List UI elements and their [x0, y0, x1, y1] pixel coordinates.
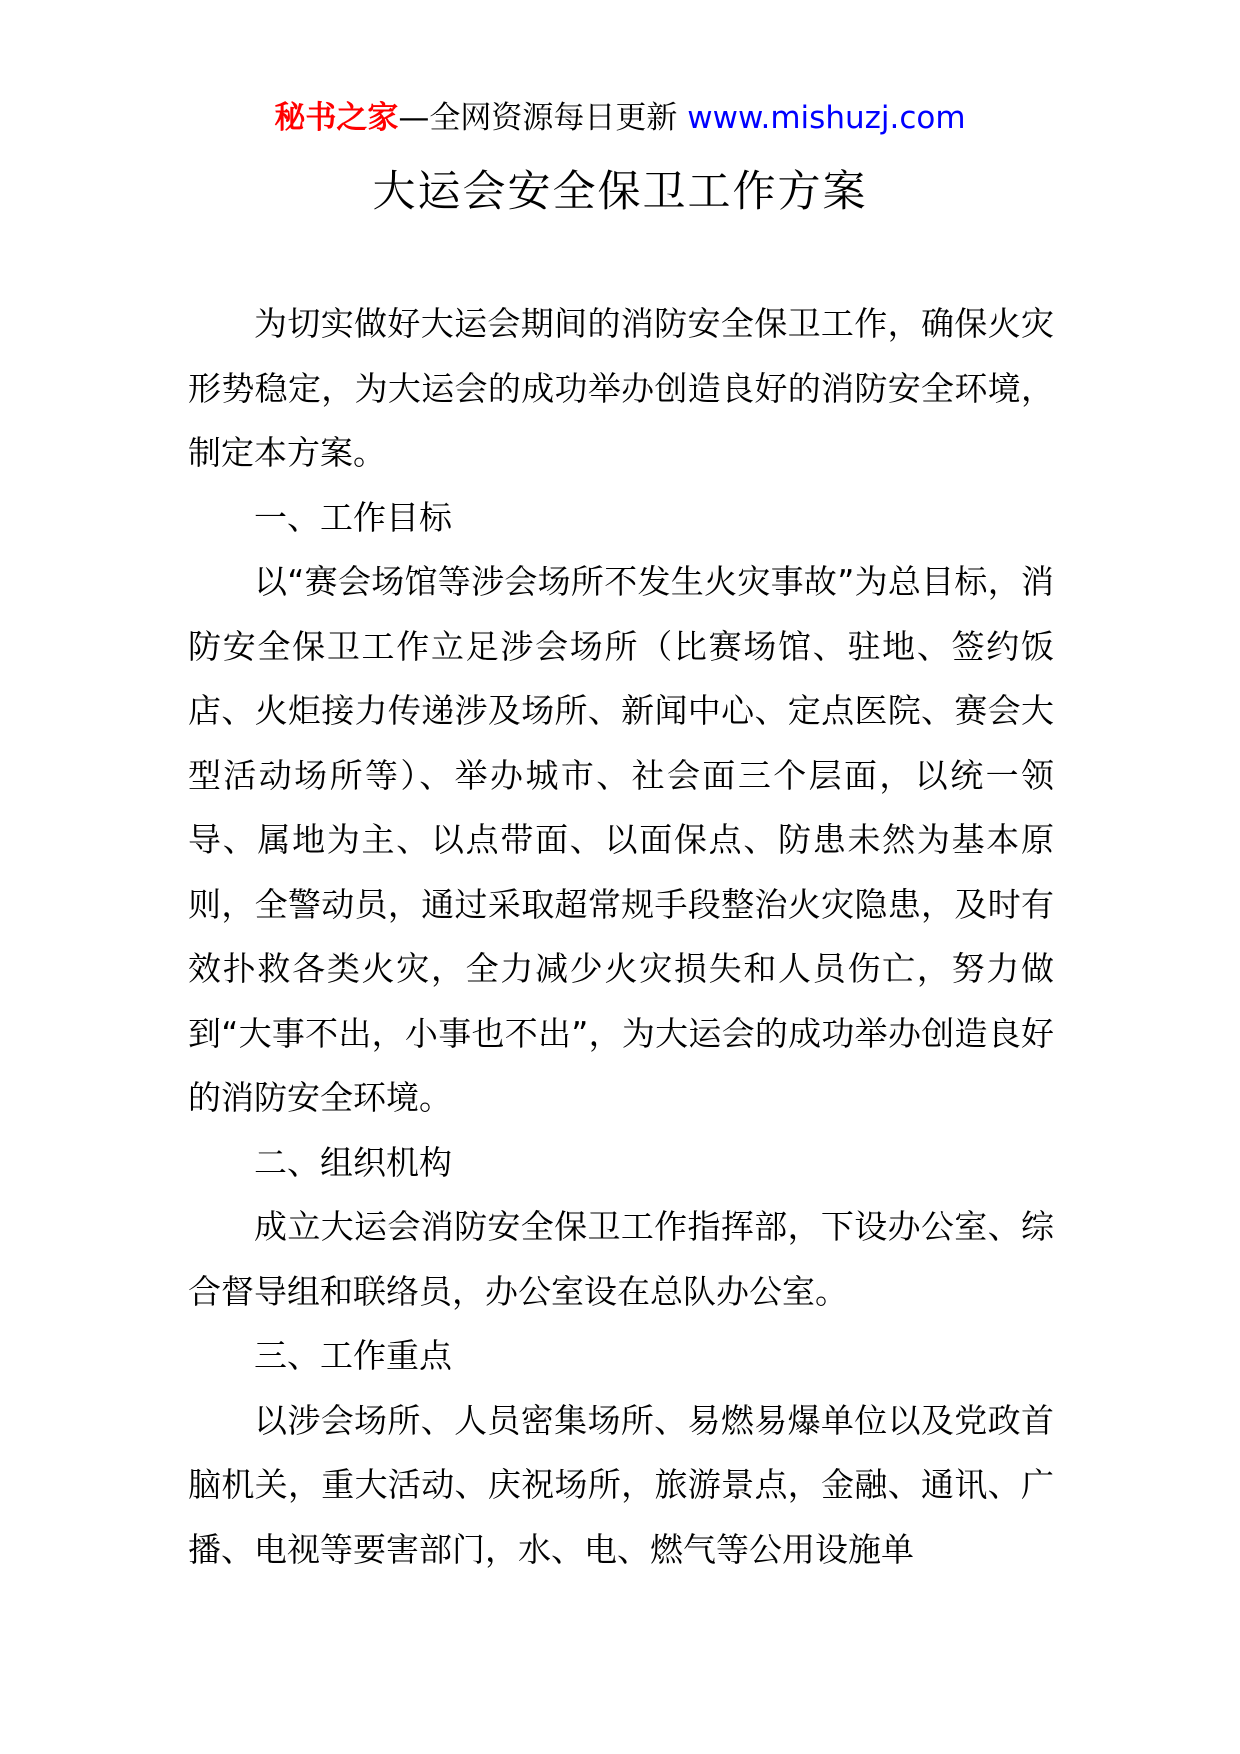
- goals-paragraph: 以“赛会场馆等涉会场所不发生火灾事故”为总目标，消防安全保卫工作立足涉会场所（比赛场馆、驻地、签约饭店、火炬接力传递涉及场所、新闻中心、定点医院、赛会大型活动场所等）、举办城市、社会面三个层面，以统一领导、属地为主、以点带面、以面保点、防患未然为基本原则，全警动员，通过采取超常规手段整治火灾隐患，及时有效扑救各类火灾，全力减少火灾损失和人员伤亡，努力做到“大事不出，小事也不出”，为大运会的成功举办创造良好的消防安全环境。: [188, 562, 1054, 1117]
- focus-paragraph: 以涉会场所、人员密集场所、易燃易爆单位以及党政首脑机关，重大活动、庆祝场所，旅游景点，金融、通讯、广播、电视等要害部门，水、电、燃气等公用设施单: [188, 1400, 1054, 1569]
- intro-paragraph: 为切实做好大运会期间的消防安全保卫工作，确保火灾形势稳定，为大运会的成功举办创造良好的消防安全环境，制定本方案。: [188, 304, 1054, 472]
- section-heading-organization: 二、组织机构: [254, 1142, 452, 1182]
- document-body: [188, 292, 1054, 1582]
- site-banner: [0, 96, 1240, 140]
- brand-name: 秘书之家: [274, 100, 399, 136]
- section-heading-goals: 一、工作目标: [254, 497, 452, 537]
- document-title: 大运会安全保卫工作方案: [372, 167, 868, 217]
- organization-paragraph: 成立大运会消防安全保卫工作指挥部，下设办公室、综合督导组和联络员，办公室设在总队办公室。: [188, 1207, 1054, 1311]
- slogan: —全网资源每日更新: [398, 100, 678, 136]
- section-heading-focus: 三、工作重点: [254, 1336, 452, 1375]
- site-url-link[interactable]: www.mishuzj.com: [687, 100, 966, 136]
